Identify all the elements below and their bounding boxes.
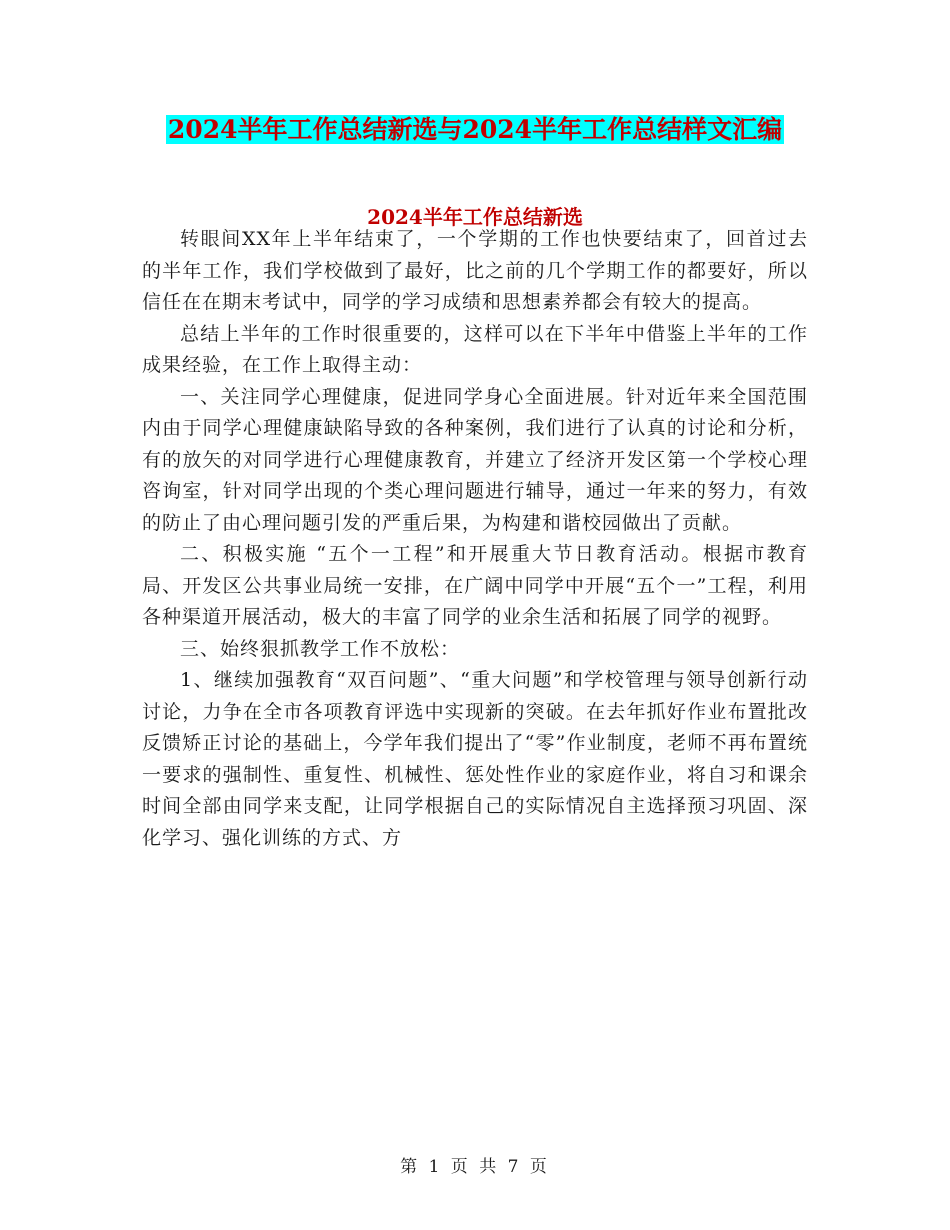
- document-title-highlight: 2024半年工作总结新选与2024半年工作总结样文汇编: [167, 115, 783, 144]
- body-paragraph-3: 一、关注同学心理健康，促进同学身心全面进展。针对近年来全国范围内由于同学心理健康缺陷导致的各种案例，我们进行了认真的讨论和分析，有的放矢的对同学进行心理健康教育，并建立了经济开发区第一个学校心理咨询室，针对同学出现的个类心理问题进行辅导，通过一年来的努力，有效的防止了由心理问题引发的严重后果，为构建和谐校园做出了贡献。: [142, 385, 808, 534]
- page-number-footer: 第 1 页 共 7 页: [400, 1157, 550, 1177]
- body-paragraph-5: 三、始终狠抓教学工作不放松：: [180, 637, 461, 660]
- document-body: [142, 224, 808, 854]
- body-paragraph-1: 转眼间XX年上半年结束了，一个学期的工作也快要结束了，回首过去的半年工作，我们学校做到了最好，比之前的几个学期工作的都要好，所以信任在在期末考试中，同学的学习成绩和思想素养都会有较大的提高。: [142, 228, 808, 313]
- body-paragraph-2: 总结上半年的工作时很重要的，这样可以在下半年中借鉴上半年的工作成果经验，在工作上取得主动：: [142, 322, 808, 376]
- document-title: [0, 113, 950, 147]
- body-paragraph-6: 1、继续加强教育“双百问题”、“重大问题”和学校管理与领导创新行动讨论，力争在全市各项教育评选中实现新的突破。在去年抓好作业布置批改反馈矫正讨论的基础上，今学年我们提出了“零”作业制度，老师不再布置统一要求的强制性、重复性、机械性、惩处性作业的家庭作业，将自习和课余时间全部由同学来支配，让同学根据自己的实际情况自主选择预习巩固、深化学习、强化训练的方式、方: [142, 669, 808, 849]
- section-title: 2024半年工作总结新选: [367, 205, 583, 229]
- body-paragraph-4: 二、积极实施 “五个一工程”和开展重大节日教育活动。根据市教育局、开发区公共事业局统一安排，在广阔中同学中开展“五个一”工程，利用各种渠道开展活动，极大的丰富了同学的业余生活和拓展了同学的视野。: [142, 543, 808, 628]
